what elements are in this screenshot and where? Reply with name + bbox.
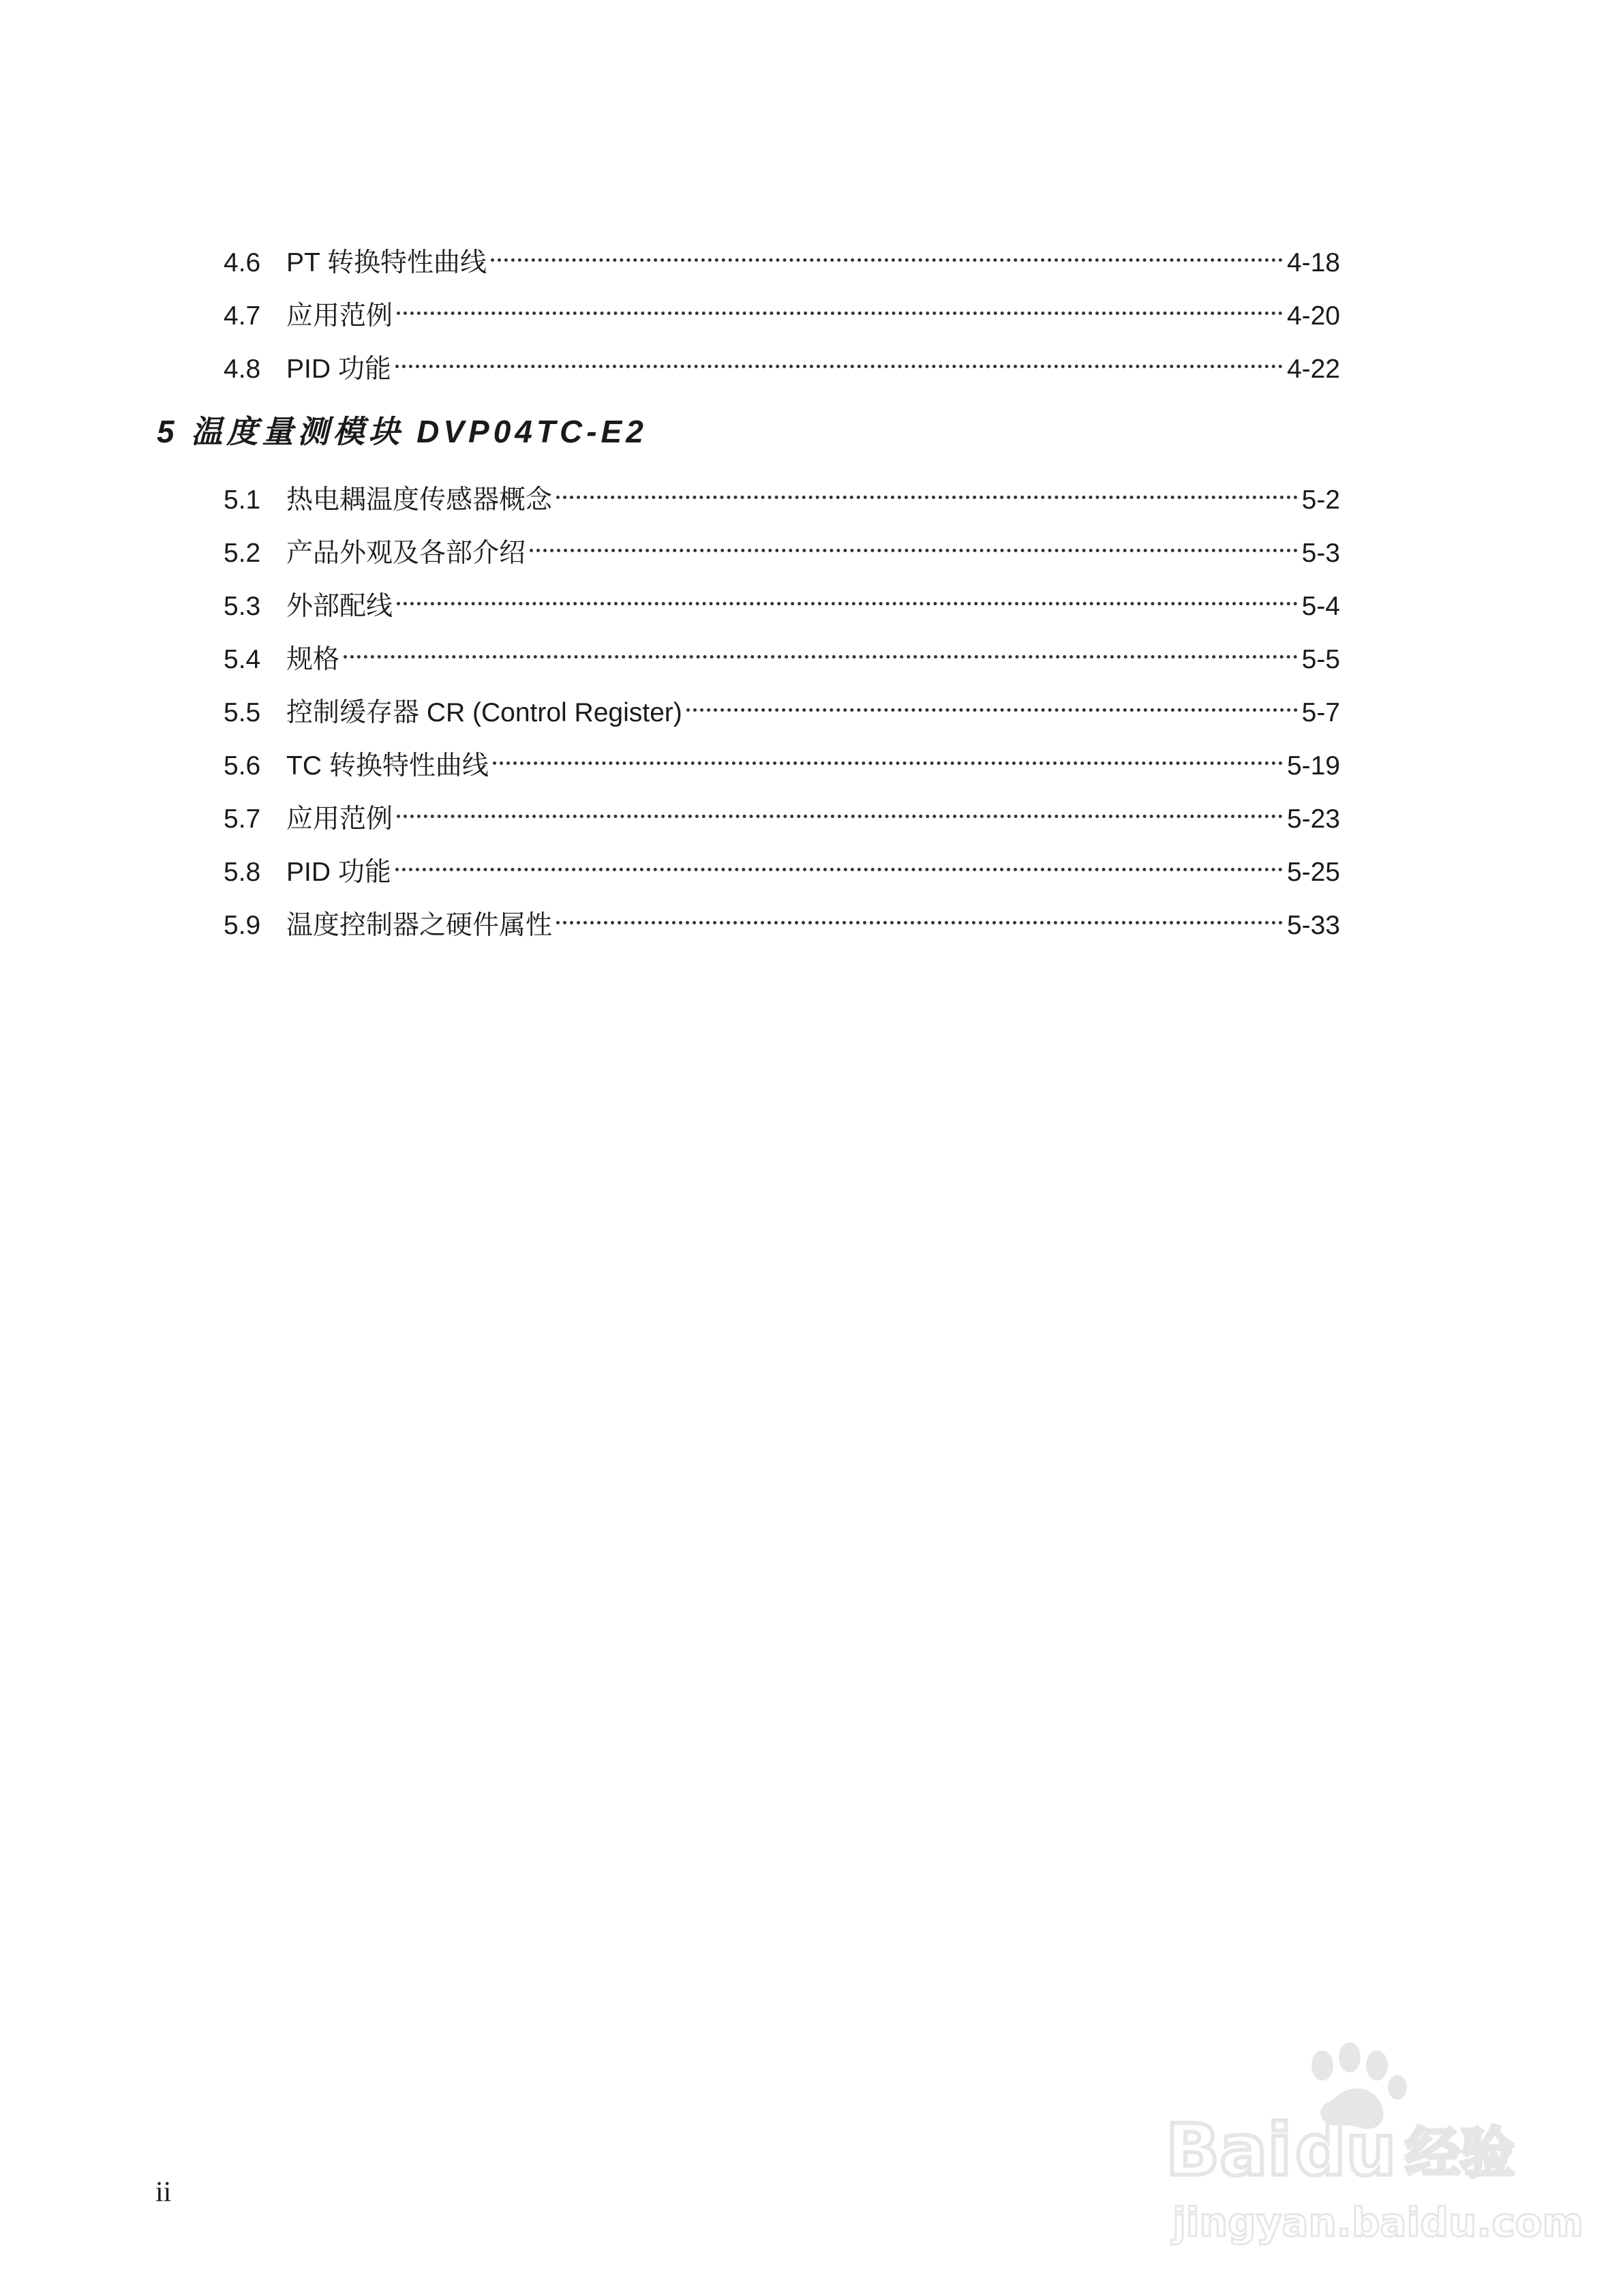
- toc-entry-page: 5-25: [1286, 858, 1340, 887]
- toc-entry-page: 5-7: [1301, 698, 1340, 727]
- toc-dot-leader: [344, 627, 1298, 668]
- toc-dot-leader: [397, 787, 1283, 828]
- toc-entry-title: 规格: [286, 645, 340, 674]
- toc-entry-number: 5.9: [224, 911, 261, 940]
- toc-entry-page: 4-18: [1286, 248, 1340, 277]
- toc-dot-leader: [395, 337, 1283, 378]
- toc-dot-leader: [686, 680, 1298, 721]
- toc-entry-page: 5-23: [1286, 804, 1340, 834]
- toc-entry-number: 5.1: [224, 485, 261, 515]
- watermark-logo-text-du: du: [1295, 2109, 1397, 2192]
- toc-entry-number: 5.6: [224, 751, 261, 781]
- toc-entry-page: 5-33: [1286, 911, 1340, 940]
- toc-dot-leader: [556, 468, 1298, 509]
- toc-entry-page: 5-3: [1301, 539, 1340, 568]
- toc-dot-leader: [493, 734, 1283, 774]
- toc-entry[interactable]: [224, 574, 1340, 621]
- toc-entry-title: 外部配线: [286, 592, 393, 621]
- toc-entry-number: 5.7: [224, 804, 261, 834]
- toc-dot-leader: [397, 574, 1298, 615]
- watermark-logo-text-jingyan: 经验: [1406, 2121, 1515, 2185]
- toc-entry-page: 5-5: [1301, 645, 1340, 674]
- toc-entry-title: 控制缓存器 CR (Control Register): [286, 698, 682, 727]
- toc-entry-number: 5.5: [224, 698, 261, 727]
- toc-entry-number: 4.8: [224, 354, 261, 384]
- page-folio: ii: [155, 2177, 172, 2208]
- toc-dot-leader: [491, 230, 1283, 271]
- toc-entry-title: PID 功能: [286, 354, 391, 384]
- toc-entry-title: 应用范例: [286, 804, 393, 834]
- toc-entry[interactable]: [224, 230, 1340, 277]
- toc-entry[interactable]: [224, 284, 1340, 331]
- toc-entry[interactable]: [224, 627, 1340, 674]
- toc-entry-page: 5-19: [1286, 751, 1340, 781]
- toc-entry-title: TC 转换特性曲线: [286, 751, 489, 781]
- toc-entry-number: 5.2: [224, 539, 261, 568]
- toc-entry-page: 4-20: [1286, 301, 1340, 331]
- toc-dot-leader: [530, 521, 1298, 562]
- toc-dot-leader: [556, 893, 1283, 934]
- toc-entry-title: PT 转换特性曲线: [286, 248, 487, 277]
- watermark-logo-text: Bai: [1166, 2109, 1292, 2192]
- watermark-url: jingyan.baidu.com: [1172, 2199, 1583, 2246]
- toc-entry-number: 5.8: [224, 858, 261, 887]
- toc-entry-page: 5-4: [1301, 592, 1340, 621]
- toc-entry-title: 温度控制器之硬件属性: [286, 911, 553, 940]
- toc-entry-title: 应用范例: [286, 301, 393, 331]
- toc-entry-page: 4-22: [1286, 354, 1340, 384]
- toc-entry-title: 热电耦温度传感器概念: [286, 485, 553, 515]
- toc-entry-title: 产品外观及各部介绍: [286, 539, 526, 568]
- toc-entry[interactable]: [224, 468, 1340, 515]
- toc-entry-title: PID 功能: [286, 858, 391, 887]
- toc-entry[interactable]: [224, 787, 1340, 834]
- toc-entry[interactable]: [224, 337, 1340, 384]
- toc-dot-leader: [397, 284, 1283, 324]
- toc-entry[interactable]: [224, 734, 1340, 781]
- toc-entry[interactable]: [224, 893, 1340, 940]
- toc-entry[interactable]: [224, 680, 1340, 727]
- chapter-heading[interactable]: 5 温度量测模块 DVP04TC-E2: [157, 414, 648, 449]
- toc-entry-number: 5.3: [224, 592, 261, 621]
- toc-entry-number: 5.4: [224, 645, 261, 674]
- toc-entry[interactable]: [224, 521, 1340, 568]
- toc-entry-number: 4.7: [224, 301, 261, 331]
- toc-entry[interactable]: [224, 840, 1340, 887]
- toc-dot-leader: [395, 840, 1283, 881]
- toc-entry-number: 4.6: [224, 248, 261, 277]
- toc-entry-page: 5-2: [1301, 485, 1340, 515]
- baidu-jingyan-watermark: [1152, 2038, 1583, 2256]
